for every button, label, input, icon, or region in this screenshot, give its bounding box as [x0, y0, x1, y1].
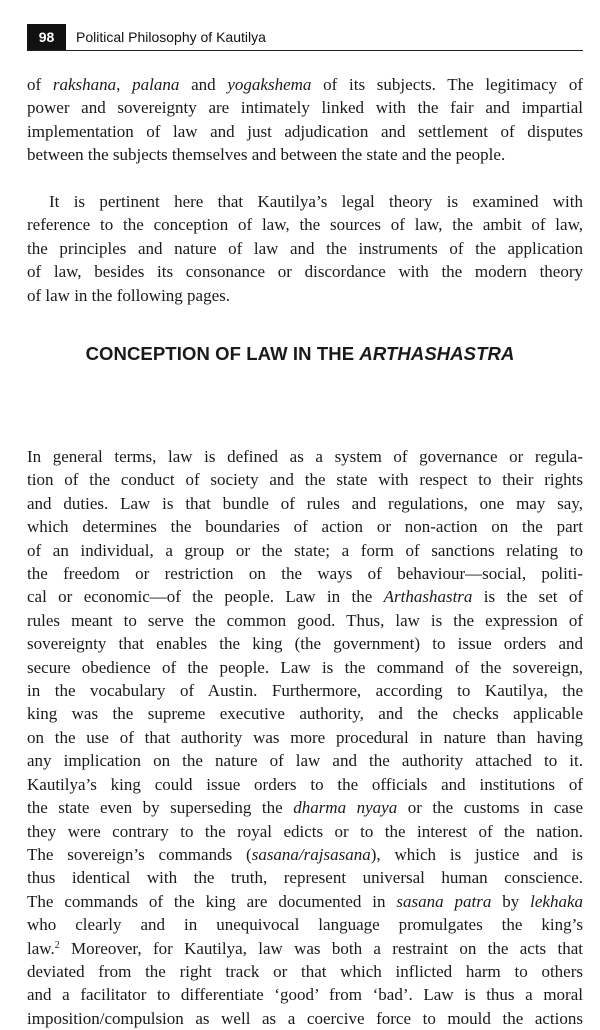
- paragraph-3-line: thus identical with the truth, represent universal human conscience.: [27, 868, 583, 888]
- paragraph-3-line: of an individual, a group or the state; a form of sanctions relating to: [27, 540, 583, 560]
- paragraph-2-line: the principles and nature of law and the instruments of the application: [27, 238, 583, 258]
- paragraph-1-line: of rakshana, palana and yogakshema of its subjects. The legitimacy of: [27, 75, 584, 94]
- paragraph-3-line: deviated from the right track or that which inflicted harm to others: [27, 961, 583, 981]
- footnote-marker: 2: [54, 939, 60, 951]
- paragraph-3-line: king was the supreme executive authority, and the checks applicable: [27, 704, 583, 724]
- paragraph-3-line: on the use of that authority was more procedural in nature than having: [27, 727, 583, 747]
- paragraph-3-line: and a facilitator to differentiate ‘good’ from ‘bad’. Law is thus a moral: [27, 985, 583, 1005]
- paragraph-3-line: the freedom or restriction on the ways of behaviour—social, politi-: [27, 564, 583, 584]
- paragraph-3-line: tion of the conduct of society and the state with respect to their rights: [27, 470, 583, 490]
- paragraph-3-line: law.$^2$ Moreover, for Kautilya, law was both a restraint on the acts that: [27, 938, 583, 958]
- paragraph-3-line: In general terms, law is defined as a system of governance or regula-: [27, 447, 583, 466]
- paragraph-3-line: and duties. Law is that bundle of rules and regulations, one may say,: [27, 493, 583, 513]
- paragraph-3-line: any implication on the nature of law and the authority attached to it.: [27, 751, 583, 771]
- paragraph-3-line: the state even by superseding the dharma nyaya or the customs in case: [27, 798, 583, 818]
- section-heading: CONCEPTION OF LAW IN THE ARTHASHASTRA: [85, 343, 515, 364]
- paragraph-2: [27, 190, 583, 307]
- paragraph-3-line: cal or economic—of the people. Law in the Arthashastra is the set of: [27, 587, 584, 607]
- paragraph-3-line: The commands of the king are documented in sasana patra by lekhaka: [27, 891, 584, 911]
- paragraph-3: [27, 445, 583, 1030]
- paragraph-3-line: Kautilya’s king could issue orders to the officials and institutions of: [27, 774, 583, 794]
- paragraph-3-line: who clearly and in unequivocal language promulgates the king’s: [27, 915, 583, 935]
- paragraph-2-line: of law in the following pages.: [27, 285, 231, 305]
- page-number: 98: [27, 24, 66, 50]
- paragraph-3-line: imposition/compulsion as well as a coercive force to mould the actions: [27, 1008, 583, 1028]
- paragraph-3-line: sovereignty that enables the king (the government) to issue orders and: [27, 634, 583, 654]
- paragraph-1-line: power and sovereignty are intimately linked with the fair and impartial: [27, 98, 583, 118]
- paragraph-3-line: they were contrary to the royal edicts or to the interest of the nation.: [27, 821, 583, 841]
- paragraph-3-line: in the vocabulary of Austin. Furthermore, according to Kautilya, the: [27, 681, 583, 701]
- paragraph-3-line: The sovereign’s commands (sasana/rajsasana), which is justice and is: [27, 844, 583, 864]
- paragraph-2-line: It is pertinent here that Kautilya’s legal theory is examined with: [49, 192, 583, 211]
- paragraph-1: [27, 73, 583, 167]
- paragraph-3-line: which determines the boundaries of action or non-action on the part: [27, 517, 583, 537]
- running-header: [27, 24, 583, 51]
- running-title: Political Philosophy of Kautilya: [76, 29, 266, 45]
- paragraph-2-line: of law, besides its consonance or discordance with the modern theory: [27, 262, 583, 282]
- paragraph-2-line: reference to the conception of law, the sources of law, the ambit of law,: [27, 215, 583, 235]
- paragraph-3-line: rules meant to serve the common good. Thus, law is the expression of: [27, 610, 583, 630]
- paragraph-3-line: secure obedience of the people. Law is the command of the sovereign,: [27, 657, 583, 677]
- paragraph-1-line: between the subjects themselves and between the state and the people.: [27, 145, 506, 165]
- paragraph-1-line: implementation of law and just adjudication and settlement of disputes: [27, 121, 583, 141]
